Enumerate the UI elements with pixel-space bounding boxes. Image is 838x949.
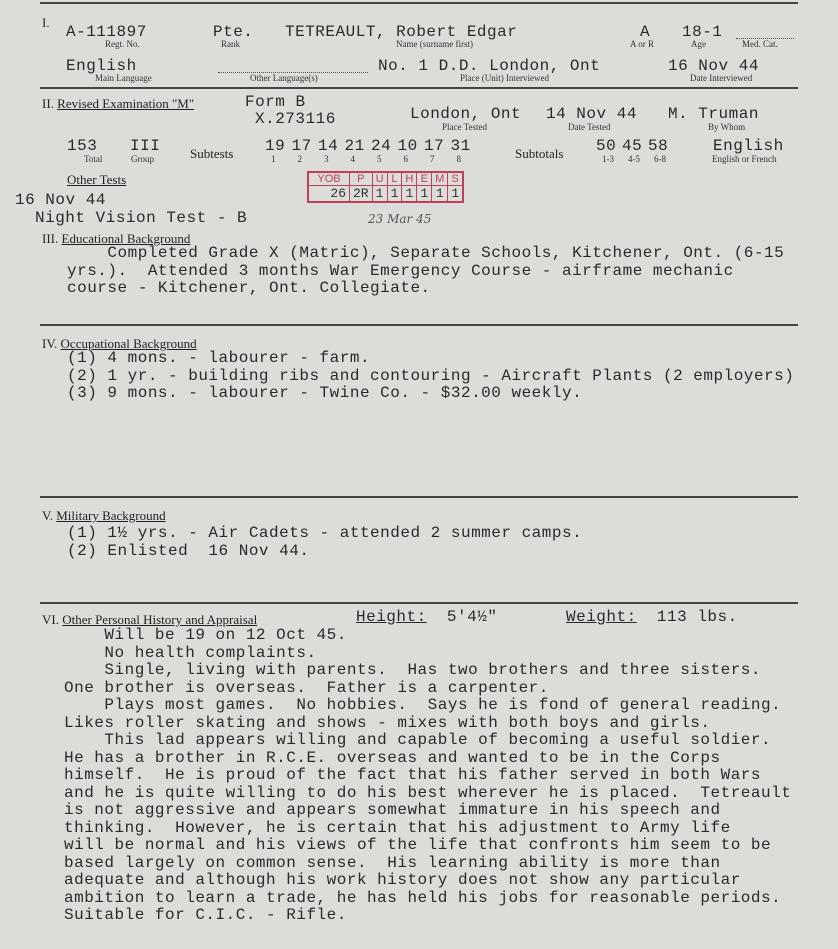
other-test-date: 16 Nov 44 — [15, 191, 106, 209]
subtotal-value: 45 — [622, 137, 643, 155]
section-2-heading — [42, 96, 194, 112]
divider — [40, 602, 798, 604]
place-tested: London, Ont — [410, 105, 522, 123]
text-line: will be normal and his views of the life that confronts him seem to be — [64, 836, 772, 854]
tested-by: M. Truman — [668, 105, 759, 123]
date-interviewed: 16 Nov 44 — [668, 57, 759, 75]
height-field — [356, 609, 497, 627]
pulhems-header: M — [432, 173, 448, 186]
subtotal-number: 6-8 — [654, 154, 666, 164]
section-2-title: Revised Examination "M" — [57, 96, 195, 111]
total-score: 153 — [67, 137, 98, 155]
form-number: X.273116 — [255, 110, 336, 128]
section-4-title: Occupational Background — [60, 336, 197, 351]
a-or-r-label: A or R — [630, 39, 655, 49]
age-label: Age — [691, 39, 706, 49]
text-line: course - Kitchener, Ont. Collegiate. — [67, 279, 431, 297]
text-line: thinking. However, he is certain that his adjustment to Army life — [64, 818, 731, 837]
text-line: (2) Enlisted 16 Nov 44. — [67, 541, 310, 560]
text-line: adequate and although his work history does not show any particular — [64, 871, 741, 889]
text-line: (1) 4 mons. - labourer - farm. — [67, 349, 371, 367]
place-tested-label: Place Tested — [442, 122, 487, 132]
educational-text — [67, 245, 784, 298]
text-line: He has a brother in R.C.E. overseas and wanted to be in the Corps — [64, 748, 721, 767]
text-line: based largely on common sense. His learning ability is more than — [64, 853, 721, 872]
subtest-value: 17 — [291, 137, 312, 155]
med-cat-line — [736, 38, 794, 39]
pulhems-header: S — [448, 173, 463, 186]
text-line: One brother is overseas. Father is a carpenter. — [64, 678, 549, 697]
age: 18-1 — [682, 23, 723, 41]
subtotal-value: 50 — [596, 137, 617, 155]
date-tested-label: Date Tested — [568, 122, 611, 132]
pulhems-header: YOB — [309, 173, 350, 186]
section-5-numeral: V. — [42, 508, 53, 523]
text-line: is not aggressive and appears somewhat immature in his speech and — [64, 801, 721, 819]
subtest-number: 2 — [297, 154, 302, 164]
place-interviewed: No. 1 D.D. London, Ont — [378, 57, 601, 75]
other-tests-label: Other Tests — [67, 172, 127, 187]
divider — [40, 87, 798, 89]
section-3-numeral: III. — [42, 231, 59, 246]
by-whom-label: By Whom — [708, 122, 746, 132]
pulhems-value: 26 — [309, 186, 350, 202]
divider — [40, 496, 798, 498]
date-tested: 14 Nov 44 — [546, 105, 637, 123]
text-line: himself. He is proud of the fact that his father served in both Wars — [64, 766, 762, 784]
subtest-number: 4 — [350, 154, 355, 164]
subtest-value: 21 — [344, 137, 365, 155]
text-line: Single, living with parents. Has two brothers and three sisters. — [64, 661, 762, 679]
text-line: ambition to learn a trade, he has held his jobs for reasonable periods. — [64, 888, 782, 907]
subtotals-label: Subtotals — [515, 146, 564, 161]
pulhems-value: 1 — [432, 186, 448, 202]
text-line: Plays most games. No hobbies. Says he is fond of general reading. — [64, 696, 782, 714]
form-type: Form B — [245, 93, 306, 111]
pulhems-value: 1 — [448, 186, 463, 202]
pulhems-value: 1 — [387, 186, 402, 202]
group-label: Group — [131, 154, 154, 164]
section-5-heading — [42, 508, 166, 524]
name-label: Name (surname first) — [396, 39, 473, 49]
rank-label: Rank — [221, 39, 240, 49]
section-4-numeral: IV. — [42, 336, 58, 351]
subtotal-number: 4-5 — [628, 154, 640, 164]
total-label: Total — [84, 154, 103, 164]
subtest-value: 31 — [450, 137, 471, 155]
text-line: Completed Grade X (Matric), Separate Schools, Kitchener, Ont. (6-15 — [67, 244, 785, 262]
military-text — [67, 525, 582, 560]
subtotal-number: 1-3 — [602, 154, 614, 164]
subtest-value: 14 — [318, 137, 339, 155]
name: TETREAULT, Robert Edgar — [285, 23, 518, 41]
test-language: English — [713, 137, 784, 155]
text-line: Likes roller skating and shows - mixes with both boys and girls. — [64, 713, 711, 732]
subtest-number: 8 — [456, 154, 461, 164]
text-line: and he is quite willing to do his best wherever he is placed. Tetreault — [64, 783, 792, 802]
pulhems-header: L — [387, 173, 402, 186]
pulhems-header: P — [350, 173, 373, 186]
weight-field — [566, 609, 738, 627]
pulhems-value: 1 — [402, 186, 417, 202]
pulhems-header: H — [402, 173, 417, 186]
text-line: (2) 1 yr. - building ribs and contouring - Aircraft Plants (2 employers) — [67, 366, 795, 385]
subtest-value: 24 — [371, 137, 392, 155]
occupational-text — [67, 350, 794, 403]
regt-no-label: Regt. No. — [105, 39, 140, 49]
weight-value: 113 lbs. — [656, 608, 738, 626]
subtotal-value: 58 — [648, 137, 669, 155]
a-or-r: A — [640, 23, 651, 41]
rank: Pte. — [213, 23, 254, 41]
section-6-title: Other Personal History and Appraisal — [62, 612, 258, 627]
weight-label: Weight: — [566, 608, 637, 626]
subtest-value: 17 — [424, 137, 445, 155]
subtest-number: 3 — [324, 154, 329, 164]
main-language-label: Main Language — [95, 73, 152, 83]
section-5-title: Military Background — [56, 508, 166, 523]
subtest-value: 19 — [265, 137, 286, 155]
text-line: This lad appears willing and capable of becoming a useful soldier. — [64, 731, 772, 749]
subtest-number: 7 — [430, 154, 435, 164]
section-1-numeral: I. — [42, 15, 50, 30]
subtest-number: 1 — [271, 154, 276, 164]
height-value: 5'4½" — [446, 608, 498, 626]
section-3-title: Educational Background — [61, 231, 191, 246]
med-cat-label: Med. Cat. — [742, 39, 778, 49]
text-line: No health complaints. — [64, 643, 317, 662]
place-label: Place (Unit) Interviewed — [460, 73, 549, 83]
night-vision-test: Night Vision Test - B — [35, 209, 248, 227]
pulhems-value: 2R — [350, 186, 373, 202]
pulhems-stamp — [307, 171, 464, 203]
divider — [40, 2, 798, 4]
height-label: Height: — [356, 608, 427, 626]
main-language: English — [66, 57, 137, 75]
section-6-numeral: VI. — [42, 612, 59, 627]
handwritten-date: 23 Mar 45 — [368, 212, 432, 226]
text-line: (3) 9 mons. - labourer - Twine Co. - $32.00 weekly. — [67, 384, 583, 402]
pulhems-header: E — [417, 173, 432, 186]
pulhems-value: 1 — [417, 186, 432, 202]
pulhems-value: 1 — [372, 186, 387, 202]
subtest-number: 5 — [377, 154, 382, 164]
subtests-label: Subtests — [190, 146, 234, 161]
divider — [40, 324, 798, 326]
text-line: yrs.). Attended 3 months War Emergency Course - airframe mechanic — [67, 261, 734, 280]
section-2-numeral: II. — [42, 96, 54, 111]
regt-no: A-111897 — [66, 23, 147, 41]
text-line: Suitable for C.I.C. - Rifle. — [64, 906, 347, 924]
text-line: Will be 19 on 12 Oct 45. — [64, 626, 347, 644]
group: III — [130, 137, 161, 155]
subtest-number: 6 — [403, 154, 408, 164]
text-line: (1) 1½ yrs. - Air Cadets - attended 2 summer camps. — [67, 524, 583, 542]
date-label: Date Interviewed — [690, 73, 753, 83]
test-language-label: English or French — [712, 154, 777, 164]
appraisal-text — [64, 627, 791, 925]
pulhems-header: U — [372, 173, 387, 186]
other-languages-label: Other Language(s) — [250, 73, 318, 83]
subtest-value: 10 — [397, 137, 418, 155]
